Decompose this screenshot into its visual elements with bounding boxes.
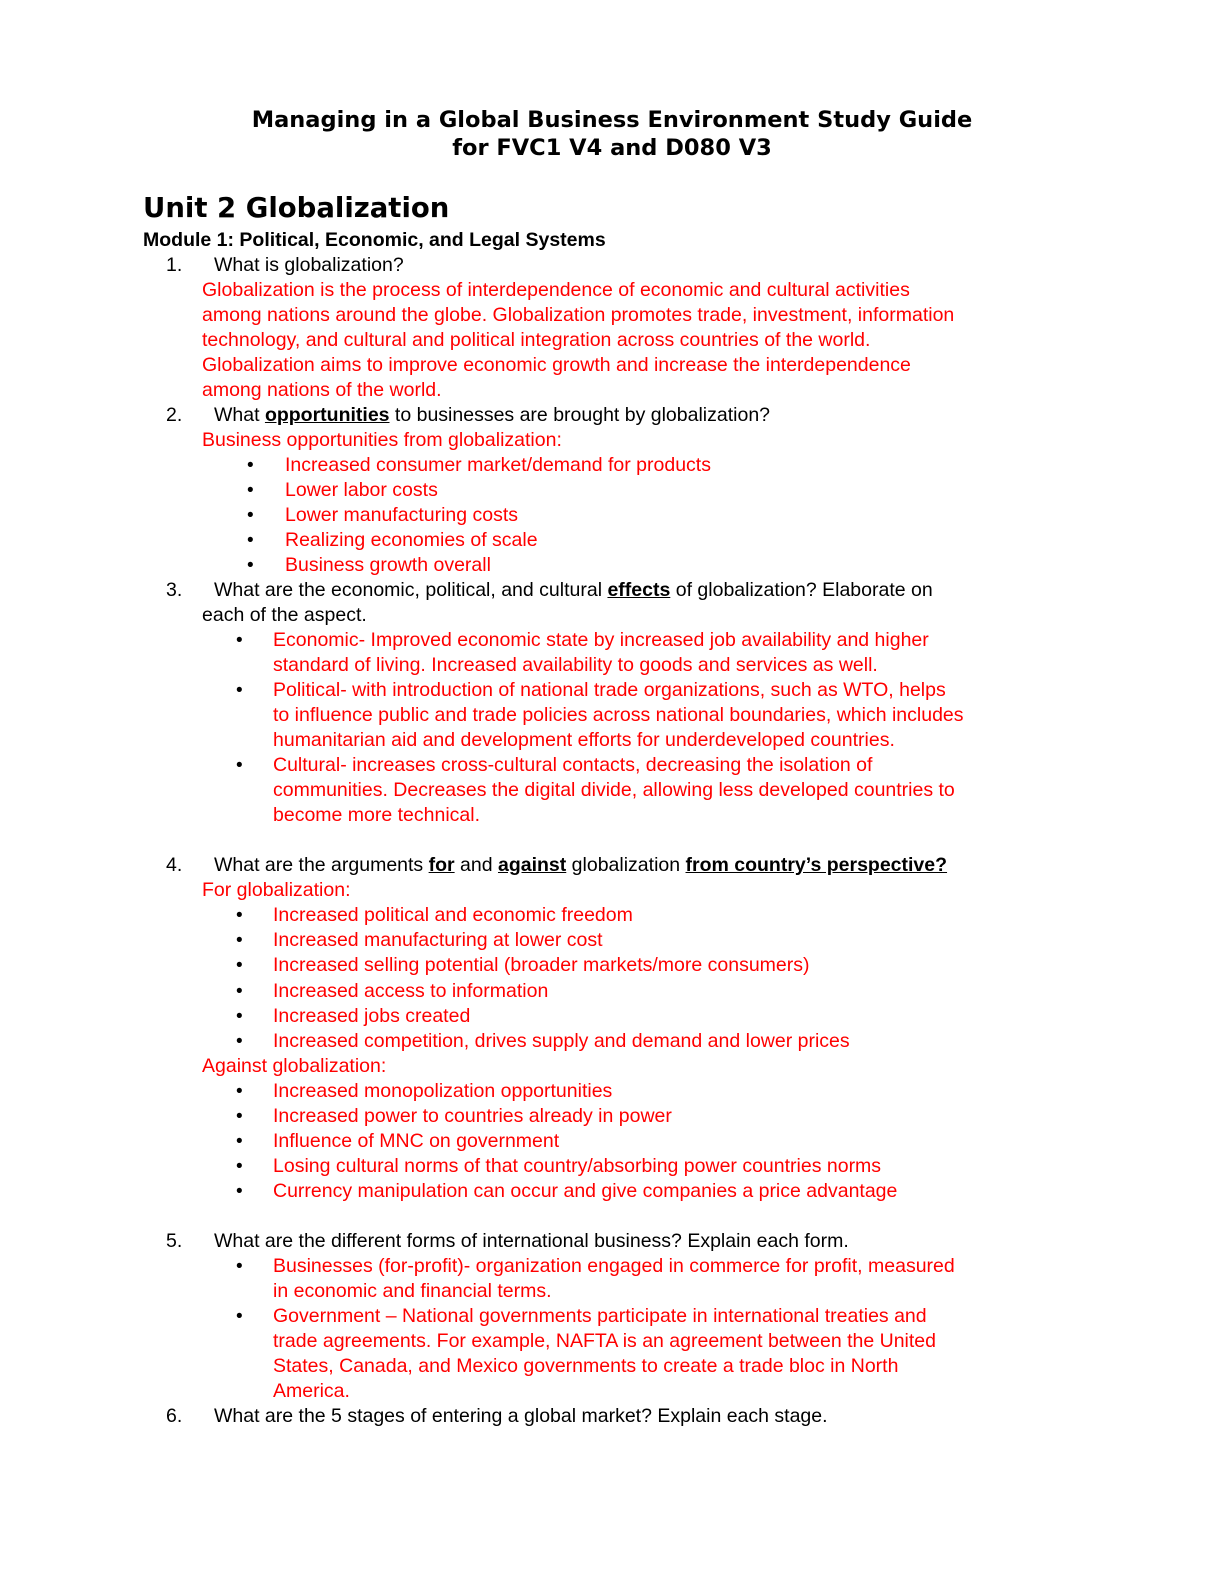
bullet-item: Economic- Improved economic state by increased job availability and higher bbox=[273, 629, 929, 651]
question-2-text bbox=[214, 403, 770, 428]
bullet-item-continued: humanitarian aid and development efforts for underdeveloped countries. bbox=[273, 729, 895, 751]
bullet-marker: • bbox=[236, 1031, 243, 1052]
bullet-marker: • bbox=[236, 1256, 243, 1277]
bullet-item: Increased power to countries already in power bbox=[273, 1105, 672, 1127]
emphasis-country-perspective: from country’s perspective? bbox=[685, 854, 948, 876]
bullet-item-continued: to influence public and trade policies across national boundaries, which includes bbox=[273, 704, 964, 726]
bullet-marker: • bbox=[247, 555, 254, 576]
bullet-item: Lower labor costs bbox=[285, 479, 438, 501]
question-5-text: What are the different forms of international business? Explain each form. bbox=[214, 1230, 849, 1252]
bullet-item: Government – National governments participate in international treaties and bbox=[273, 1305, 927, 1327]
bullet-marker: • bbox=[247, 530, 254, 551]
against-intro: Against globalization: bbox=[202, 1055, 387, 1077]
bullet-item: Political- with introduction of national trade organizations, such as WTO, helps bbox=[273, 679, 946, 701]
answer-line: among nations around the globe. Globalization promotes trade, investment, information bbox=[202, 304, 955, 326]
bullet-marker: • bbox=[236, 755, 243, 776]
question-1-text: What is globalization? bbox=[214, 254, 404, 276]
bullet-marker: • bbox=[236, 955, 243, 976]
bullet-marker: • bbox=[236, 1106, 243, 1127]
bullet-item: Losing cultural norms of that country/absorbing power countries norms bbox=[273, 1155, 882, 1177]
answer-intro: Business opportunities from globalization: bbox=[202, 429, 562, 451]
module-heading: Module 1: Political, Economic, and Legal Systems bbox=[143, 229, 606, 251]
bullet-marker: • bbox=[236, 930, 243, 951]
bullet-item: Business growth overall bbox=[285, 554, 491, 576]
emphasis-against: against bbox=[497, 854, 567, 876]
bullet-item: Increased consumer market/demand for products bbox=[285, 454, 711, 476]
title-line-2: for FVC1 V4 and D080 V3 bbox=[452, 135, 772, 161]
bullet-marker: • bbox=[236, 1181, 243, 1202]
emphasis-opportunities: opportunities bbox=[264, 404, 390, 426]
question-3-text-line-2: each of the aspect. bbox=[202, 604, 367, 626]
bullet-marker: • bbox=[236, 1306, 243, 1327]
bullet-marker: • bbox=[247, 505, 254, 526]
bullet-marker: • bbox=[247, 480, 254, 501]
bullet-item: Increased monopolization opportunities bbox=[273, 1080, 613, 1102]
bullet-item-continued: become more technical. bbox=[273, 804, 481, 826]
emphasis-for: for bbox=[428, 854, 455, 876]
bullet-item-continued: States, Canada, and Mexico governments to create a trade bloc in North bbox=[273, 1355, 899, 1377]
title-line-1: Managing in a Global Business Environment Study Guide bbox=[251, 107, 973, 133]
document-title bbox=[0, 106, 1224, 162]
bullet-item-continued: communities. Decreases the digital divide, allowing less developed countries to bbox=[273, 779, 955, 801]
bullet-item: Lower manufacturing costs bbox=[285, 504, 519, 526]
bullet-item: Increased selling potential (broader markets/more consumers) bbox=[273, 954, 810, 976]
question-number: 5. bbox=[166, 1230, 183, 1252]
question-text-part: of globalization? Elaborate on bbox=[670, 579, 933, 601]
question-3-text bbox=[214, 578, 933, 603]
bullet-item-continued: trade agreements. For example, NAFTA is an agreement between the United bbox=[273, 1330, 936, 1352]
question-text-part: to businesses are brought by globalization? bbox=[389, 404, 771, 426]
bullet-marker: • bbox=[236, 981, 243, 1002]
answer-line: Globalization is the process of interdependence of economic and cultural activities bbox=[202, 279, 910, 301]
bullet-marker: • bbox=[236, 1156, 243, 1177]
bullet-marker: • bbox=[236, 630, 243, 651]
answer-line: Globalization aims to improve economic growth and increase the interdependence bbox=[202, 354, 911, 376]
question-text-part: What bbox=[214, 404, 265, 426]
bullet-marker: • bbox=[247, 455, 254, 476]
bullet-item: Currency manipulation can occur and give companies a price advantage bbox=[273, 1180, 898, 1202]
bullet-item-continued: standard of living. Increased availability to goods and services as well. bbox=[273, 654, 878, 676]
question-text-part: What are the arguments bbox=[214, 854, 429, 876]
bullet-marker: • bbox=[236, 1131, 243, 1152]
for-intro: For globalization: bbox=[202, 879, 351, 901]
bullet-item: Realizing economies of scale bbox=[285, 529, 538, 551]
question-number: 4. bbox=[166, 854, 183, 876]
bullet-item: Influence of MNC on government bbox=[273, 1130, 560, 1152]
bullet-marker: • bbox=[236, 905, 243, 926]
bullet-item: Cultural- increases cross-cultural contacts, decreasing the isolation of bbox=[273, 754, 873, 776]
question-6-text: What are the 5 stages of entering a global market? Explain each stage. bbox=[214, 1405, 828, 1427]
answer-line: technology, and cultural and political integration across countries of the world. bbox=[202, 329, 871, 351]
question-number: 3. bbox=[166, 579, 183, 601]
bullet-item: Increased jobs created bbox=[273, 1005, 471, 1027]
unit-heading: Unit 2 Globalization bbox=[143, 192, 450, 224]
bullet-item: Businesses (for-profit)- organization engaged in commerce for profit, measured bbox=[273, 1255, 955, 1277]
question-number: 2. bbox=[166, 404, 183, 426]
bullet-item-continued: America. bbox=[273, 1380, 350, 1402]
question-number: 1. bbox=[166, 254, 183, 276]
bullet-marker: • bbox=[236, 680, 243, 701]
question-text-part: What are the economic, political, and cultural bbox=[214, 579, 608, 601]
bullet-item: Increased access to information bbox=[273, 980, 549, 1002]
emphasis-effects: effects bbox=[607, 579, 671, 601]
bullet-item: Increased political and economic freedom bbox=[273, 904, 633, 926]
question-text-part: globalization bbox=[566, 854, 686, 876]
bullet-item: Increased manufacturing at lower cost bbox=[273, 929, 603, 951]
question-text-part: and bbox=[454, 854, 498, 876]
answer-line: among nations of the world. bbox=[202, 379, 442, 401]
bullet-item: Increased competition, drives supply and demand and lower prices bbox=[273, 1030, 850, 1052]
question-number: 6. bbox=[166, 1405, 183, 1427]
bullet-marker: • bbox=[236, 1006, 243, 1027]
bullet-marker: • bbox=[236, 1081, 243, 1102]
question-4-text bbox=[214, 853, 947, 878]
bullet-item-continued: in economic and financial terms. bbox=[273, 1280, 552, 1302]
